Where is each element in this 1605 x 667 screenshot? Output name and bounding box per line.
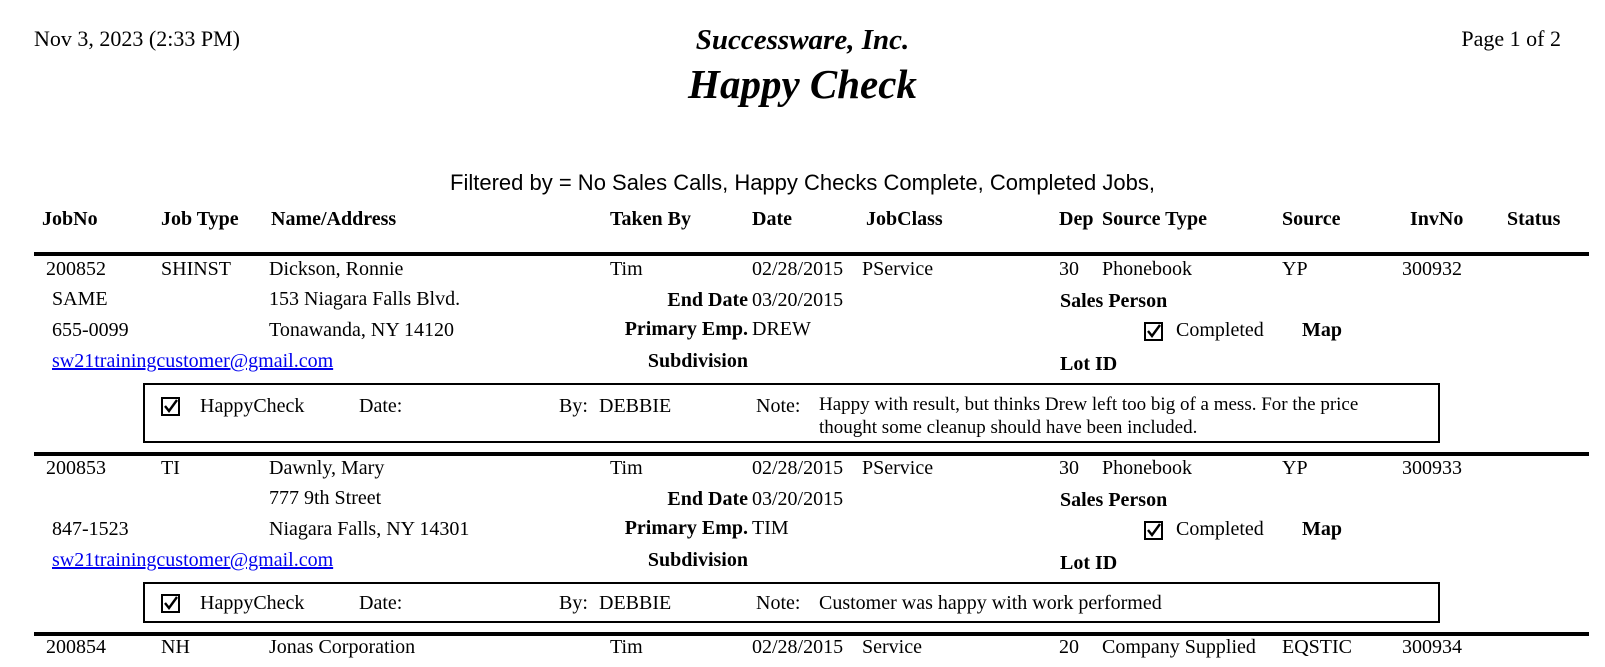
completed-label: Completed <box>1176 518 1264 540</box>
sales-person-label: Sales Person <box>1060 290 1168 312</box>
job-type: TI <box>161 457 180 479</box>
job-date: 02/28/2015 <box>752 457 844 479</box>
street-address: 777 9th Street <box>269 487 382 509</box>
completed-checkbox-icon[interactable] <box>1144 322 1163 341</box>
page-indicator: Page 1 of 2 <box>1461 26 1561 51</box>
invoice-number: 300933 <box>1402 457 1462 479</box>
happycheck-checkbox-icon[interactable] <box>161 397 180 416</box>
taken-by: Tim <box>610 457 643 479</box>
customer-email-link[interactable]: sw21trainingcustomer@gmail.com <box>52 549 334 571</box>
job-date: 02/28/2015 <box>752 258 844 280</box>
happycheck-label: HappyCheck <box>200 592 305 614</box>
invoice-number: 300934 <box>1402 636 1462 658</box>
happycheck-by-value: DEBBIE <box>599 592 672 614</box>
source-type: Phonebook <box>1102 457 1192 479</box>
happycheck-checkbox-icon[interactable] <box>161 594 180 613</box>
col-status: Status <box>1507 208 1561 230</box>
lot-id-label: Lot ID <box>1060 353 1118 375</box>
col-name-address: Name/Address <box>271 208 397 230</box>
end-date-label: End Date <box>667 289 748 311</box>
col-source-type: Source Type <box>1102 208 1208 230</box>
happycheck-label: HappyCheck <box>200 395 305 417</box>
report-timestamp: Nov 3, 2023 (2:33 PM) <box>34 26 240 51</box>
taken-by: Tim <box>610 258 643 280</box>
happycheck-note-line: Customer was happy with work performed <box>819 592 1162 614</box>
end-date-label: End Date <box>667 488 748 510</box>
job-type: NH <box>161 636 190 658</box>
happycheck-date-label: Date: <box>359 592 403 614</box>
alt-phone: SAME <box>52 288 108 310</box>
customer-name: Dawnly, Mary <box>269 457 385 479</box>
happycheck-note-line: Happy with result, but thinks Drew left too big of a mess. For the price <box>819 394 1359 415</box>
col-date: Date <box>752 208 792 230</box>
company-name: Successware, Inc. <box>695 24 910 56</box>
job-number[interactable]: 200853 <box>46 457 106 479</box>
happycheck-note-line: thought some cleanup should have been included. <box>819 417 1198 438</box>
customer-email-link[interactable]: sw21trainingcustomer@gmail.com <box>52 350 334 372</box>
col-job-type: Job Type <box>161 208 239 230</box>
record-divider <box>34 452 1589 456</box>
primary-emp: TIM <box>752 517 789 539</box>
happycheck-by-value: DEBBIE <box>599 395 672 417</box>
col-source: Source <box>1282 208 1341 230</box>
job-class: PService <box>862 457 934 479</box>
source-type: Phonebook <box>1102 258 1192 280</box>
happycheck-note-label: Note: <box>756 395 801 417</box>
customer-name: Jonas Corporation <box>269 636 416 658</box>
map-link[interactable]: Map <box>1302 518 1342 540</box>
phone: 847-1523 <box>52 518 129 540</box>
subdivision-label: Subdivision <box>647 549 748 571</box>
completed-label: Completed <box>1176 319 1264 341</box>
source: YP <box>1282 258 1308 280</box>
job-class: PService <box>862 258 934 280</box>
happy-check-box <box>143 582 1440 623</box>
map-link[interactable]: Map <box>1302 319 1342 341</box>
col-taken-by: Taken By <box>610 208 691 230</box>
street-address: 153 Niagara Falls Blvd. <box>269 288 461 310</box>
header-divider <box>34 252 1589 256</box>
completed-checkbox-icon[interactable] <box>1144 521 1163 540</box>
dep: 30 <box>1059 457 1079 479</box>
job-date: 02/28/2015 <box>752 636 844 658</box>
col-jobclass: JobClass <box>866 208 943 230</box>
end-date: 03/20/2015 <box>752 488 844 510</box>
primary-emp-label: Primary Emp. <box>624 318 748 340</box>
city-state-zip: Tonawanda, NY 14120 <box>269 319 455 341</box>
job-number[interactable]: 200854 <box>46 636 106 658</box>
lot-id-label: Lot ID <box>1060 552 1118 574</box>
city-state-zip: Niagara Falls, NY 14301 <box>269 518 470 540</box>
dep: 30 <box>1059 258 1079 280</box>
end-date: 03/20/2015 <box>752 289 844 311</box>
primary-emp: DREW <box>752 318 811 340</box>
happy-check-box <box>143 383 1440 443</box>
source: YP <box>1282 457 1308 479</box>
customer-name: Dickson, Ronnie <box>269 258 404 280</box>
col-jobno: JobNo <box>42 208 98 230</box>
happycheck-by-label: By: <box>559 592 588 614</box>
source: EQSTIC <box>1282 636 1352 658</box>
happycheck-note-label: Note: <box>756 592 801 614</box>
sales-person-label: Sales Person <box>1060 489 1168 511</box>
source-type: Company Supplied <box>1102 636 1256 658</box>
job-number[interactable]: 200852 <box>46 258 106 280</box>
invoice-number: 300932 <box>1402 258 1462 280</box>
subdivision-label: Subdivision <box>647 350 748 372</box>
happycheck-date-label: Date: <box>359 395 403 417</box>
dep: 20 <box>1059 636 1079 658</box>
job-type: SHINST <box>161 258 232 280</box>
phone: 655-0099 <box>52 319 129 341</box>
job-class: Service <box>862 636 922 658</box>
col-invno: InvNo <box>1410 208 1464 230</box>
col-dep: Dep <box>1059 208 1094 230</box>
report-title: Happy Check <box>688 61 917 107</box>
primary-emp-label: Primary Emp. <box>624 517 748 539</box>
taken-by: Tim <box>610 636 643 658</box>
filter-description: Filtered by = No Sales Calls, Happy Checks Complete, Completed Jobs, <box>450 170 1155 195</box>
happycheck-by-label: By: <box>559 395 588 417</box>
